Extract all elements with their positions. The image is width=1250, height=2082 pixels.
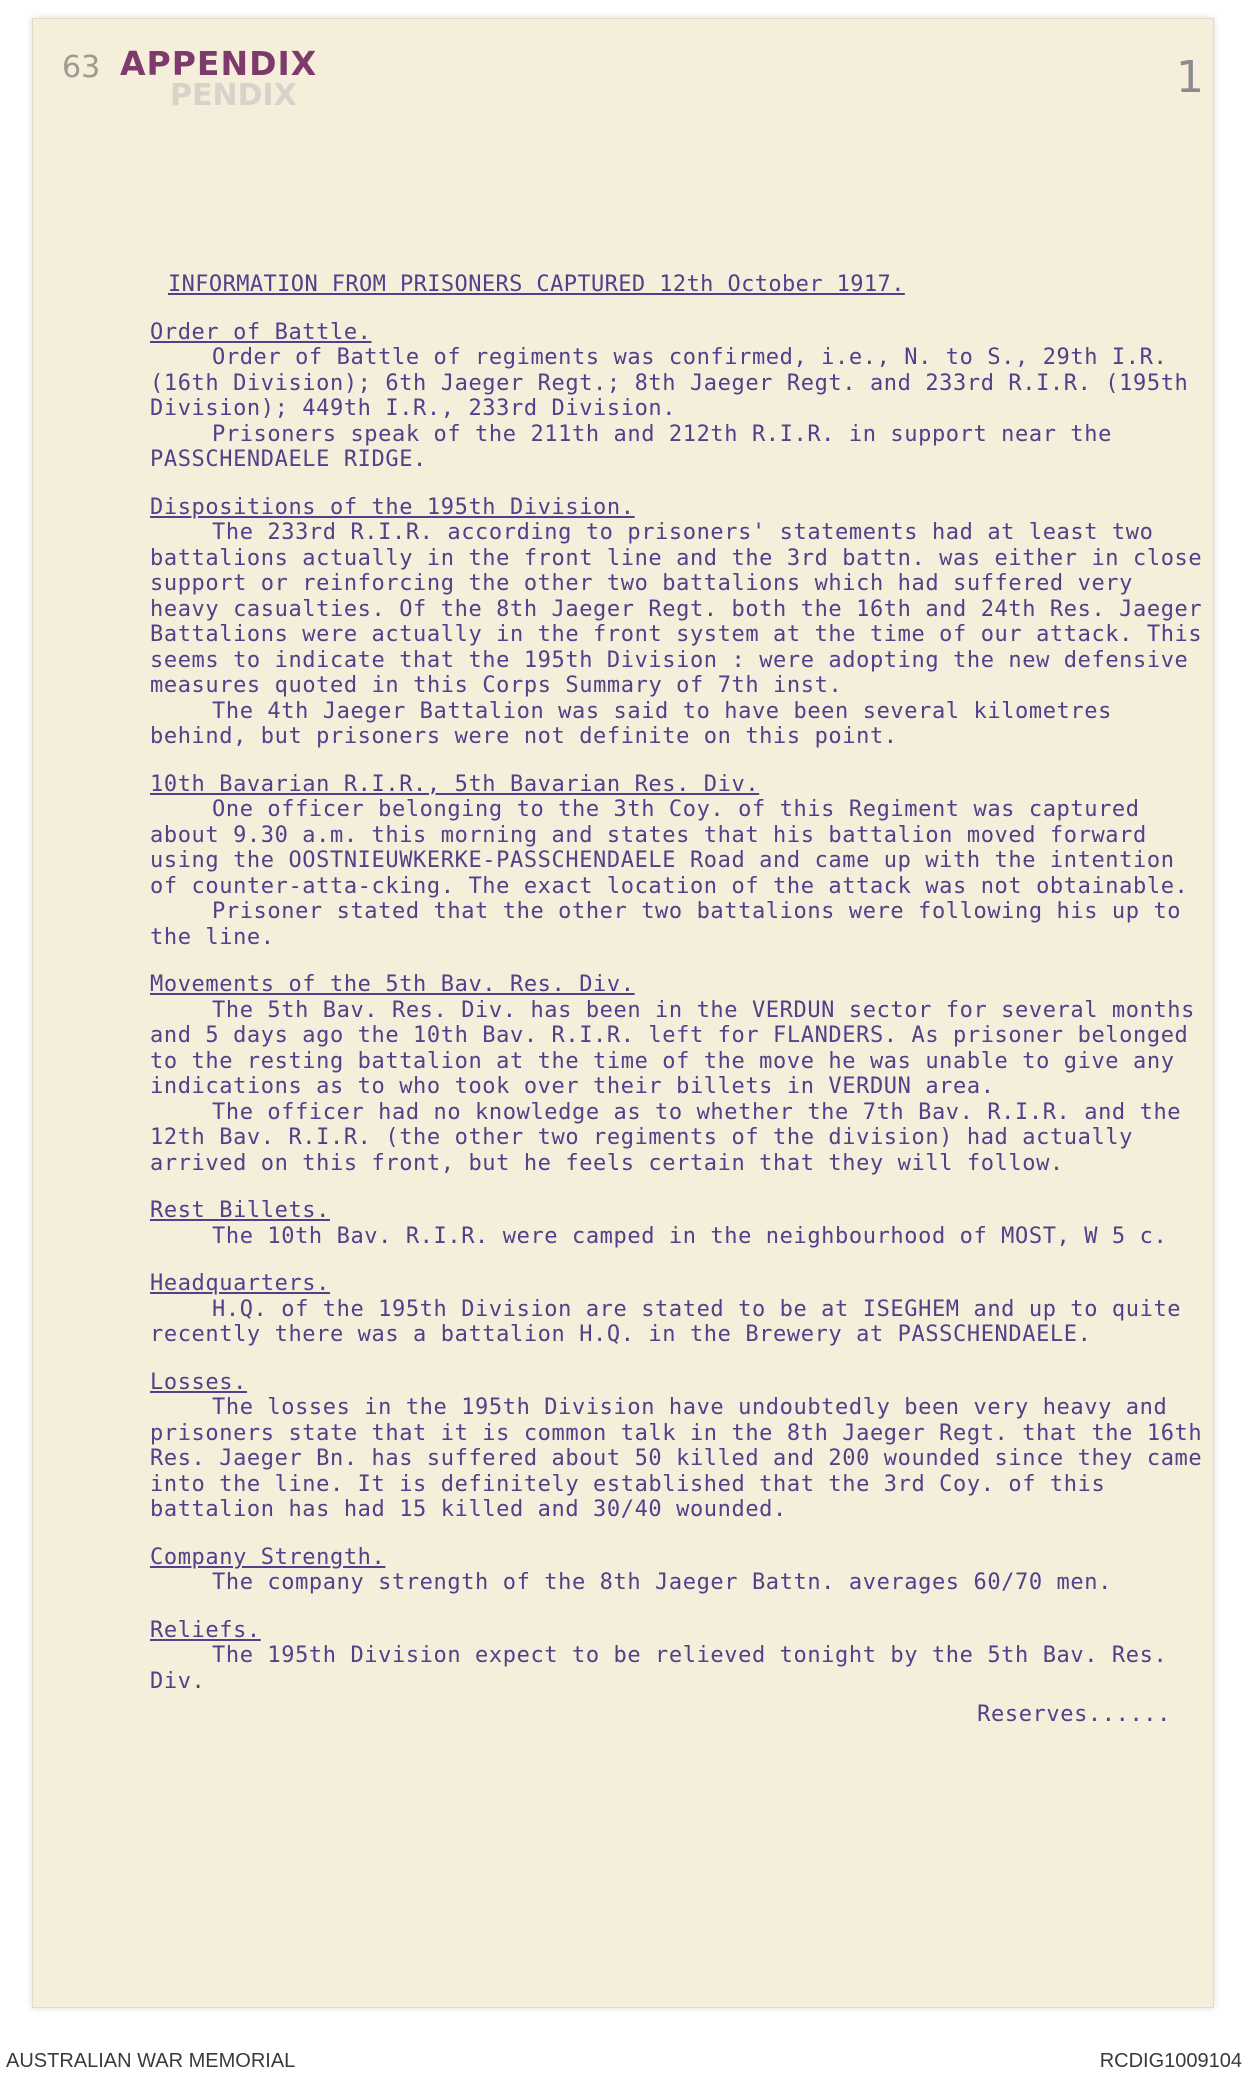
- paragraph: Prisoners speak of the 211th and 212th R.I.R. in support near the PASSCHENDAELE RIDGE.: [150, 421, 1126, 472]
- section-heading: Order of Battle.: [150, 319, 372, 345]
- footer-reference: RCDIG1009104: [1099, 2050, 1242, 2072]
- section-heading: Headquarters.: [150, 1271, 330, 1296]
- paragraph: One officer belonging to the 3th Coy. of this Regiment was captured about 9.30 a.m. this morning and states that his battalion moved forward using the OOSTNIEUWKERKE-PASSCHENDAELE Road and came up with the intention of counter-atta-cking. The exact location of the attack was not obtainable.: [150, 797, 1189, 899]
- document-body: [150, 272, 1215, 1728]
- document-title: INFORMATION FROM PRISONERS CAPTURED 12th October 1917.: [168, 272, 905, 297]
- paragraph: The 195th Division expect to be relieved tonight by the 5th Bav. Res. Div.: [150, 1643, 1182, 1694]
- section-headquarters: [150, 1271, 1215, 1348]
- section-dispositions: [150, 495, 1215, 750]
- section-heading: Company Strength.: [150, 1544, 386, 1570]
- footer-source: AUSTRALIAN WAR MEMORIAL: [6, 2050, 296, 2072]
- section-heading: 10th Bavarian R.I.R., 5th Bavarian Res. Div.: [150, 771, 760, 797]
- section-movements: [150, 972, 1215, 1176]
- text-run: The 233rd R.I.R. according to prisoners' statements had at least two battalions actually in the front line and the 3rd battn. was either in close support or reinforcing the other two battalions which had suffered very heavy casualties. Of the 8th Jaeger Regt. both the 16th and 24th Res. Jaeger Battalions were actually in the front system at the time of our attack. This seems to indicate that the 195th Division: [150, 520, 1217, 673]
- paragraph: The company strength of the 8th Jaeger Battn. averages 60/70 men.: [212, 1570, 1112, 1595]
- paragraph: The losses in the 195th Division have undoubtedly been very heavy and prisoners state that it is common talk in the 8th Jaeger Regt. that the 16th Res. Jaeger Bn. has suffered about 50 killed and 200 wounded since they came into the line. It is definitely established that the 3rd Coy. of this battalion has had 15 killed and 30/40 wounded.: [150, 1395, 1217, 1522]
- section-heading: Reliefs.: [150, 1617, 261, 1643]
- corner-mark: 1: [1176, 52, 1204, 103]
- section-10th-bavarian: [150, 772, 1215, 951]
- section-rest-billets: [150, 1198, 1215, 1249]
- text-run: in this Corps Summary of 7th inst.: [371, 673, 843, 698]
- paragraph: The 4th Jaeger Battalion was said to have been several kilometres behind, but prisoners were not definite on this point.: [150, 698, 1126, 749]
- section-losses: [150, 1370, 1215, 1523]
- page-number: 63: [62, 50, 101, 85]
- section-heading: Movements of the 5th Bav. Res. Div.: [150, 972, 635, 997]
- text-run: : were adopting the new defensive measures: [150, 647, 1203, 698]
- paragraph: [150, 520, 1215, 699]
- section-company-strength: [150, 1545, 1215, 1596]
- section-reliefs: [150, 1618, 1215, 1695]
- section-heading: Losses.: [150, 1369, 247, 1395]
- continuation-text: Reserves......: [977, 1702, 1171, 1727]
- section-order-of-battle: [150, 320, 1215, 473]
- section-heading: Dispositions of the 195th Division.: [150, 494, 635, 520]
- ghost-stamp: PENDIX: [170, 78, 297, 113]
- paragraph: Prisoner stated that the other two battalions were following his up to the line.: [150, 899, 1196, 950]
- appendix-stamp: APPENDIX: [120, 44, 318, 83]
- paragraph: The officer had no knowledge as to whether the 7th Bav. R.I.R. and the 12th Bav. R.I.R. (the other two regiments of the division) had actually arrived on this front, but he feels certain that they will follow.: [150, 1099, 1196, 1176]
- paragraph: H.Q. of the 195th Division are stated to be at ISEGHEM and up to quite recently there was a battalion H.Q. in the Brewery at PASSCHENDAELE.: [150, 1296, 1196, 1347]
- paragraph: Order of Battle of regiments was confirmed, i.e., N. to S., 29th I.R. (16th Division); 6th Jaeger Regt.; 8th Jaeger Regt. and 233rd R.I.R. (195th Division); 449th I.R., 233rd Division.: [150, 345, 1203, 421]
- inserted-word: quoted: [274, 673, 358, 698]
- paragraph: The 10th Bav. R.I.R. were camped in the neighbourhood of MOST, W 5 c.: [212, 1223, 1168, 1249]
- section-heading: Rest Billets.: [150, 1198, 330, 1223]
- paragraph: The 5th Bav. Res. Div. has been in the VERDUN sector for several months and 5 days ago the 10th Bav. R.I.R. left for FLANDERS. As prisoner belonged to the resting battalion at the time of the move he was unable to give any indications as to who took over their billets in VERDUN area.: [150, 997, 1209, 1099]
